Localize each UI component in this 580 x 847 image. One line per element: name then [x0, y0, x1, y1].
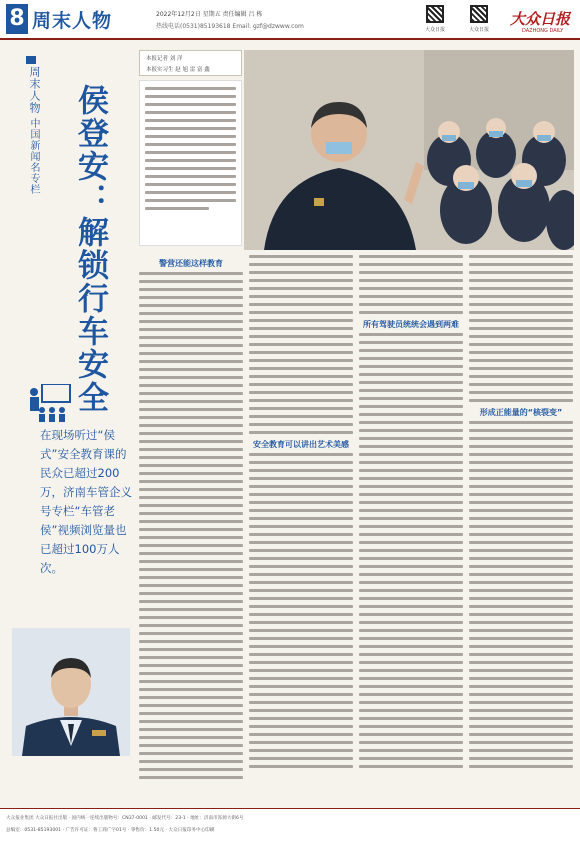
qr-label: 大众日报 — [424, 27, 445, 33]
subhead: 安全教育可以讲出艺术美感 — [253, 440, 349, 449]
subhead: 所有驾驶员统统会遇到两难 — [363, 320, 459, 329]
column-name: 周末人物 — [28, 66, 41, 114]
subhead: 形成正能量的“核裂变” — [479, 408, 563, 417]
byline-intern: 本报实习生 赵 旭 雷 富 鑫 — [146, 67, 210, 73]
page-footer — [0, 808, 580, 847]
contact-line: 热线电话(0531)85193618 Email: gzf@dzwww.com — [156, 23, 304, 30]
article-column — [249, 255, 353, 795]
hou-dengan-portrait — [12, 628, 130, 756]
newspaper-logo: 大众日报 — [510, 10, 571, 28]
qr-label: 大众日报 — [468, 27, 489, 33]
byline-reporter: 本报记者 刘 洋 — [146, 56, 183, 62]
footer-line: 大众报业集团 大众日报社出版 · 国内统一连续出版物号：CN37-0001 · 邮发代号：23-1 · 地址：济南市泺源大街6号 — [6, 816, 244, 821]
article-column — [359, 255, 463, 795]
page-header — [0, 0, 580, 40]
traffic-police-lecture-photo — [244, 50, 574, 250]
section-title: 周末人物 — [32, 10, 113, 32]
article-column — [139, 255, 243, 795]
article-column — [469, 255, 573, 795]
author-intro-box — [139, 50, 242, 246]
audience-lecture-icon — [28, 384, 72, 424]
column-marker — [26, 56, 36, 64]
qr-code-icon[interactable] — [426, 5, 444, 23]
article-body — [139, 255, 575, 795]
qr-code-icon[interactable] — [470, 5, 488, 23]
column-subtitle: 中国新闻名专栏 — [28, 118, 39, 195]
page-number: 8 — [6, 4, 28, 34]
footer-line: 总编室：0531-85193001 · 广告许可证：鲁工商广字01号 · 零售价：1.50元 · 大众日报印务中心印刷 — [6, 828, 215, 833]
newspaper-logo-en: DAZHONG DAILY — [522, 28, 564, 34]
date-line: 2022年12月2日 星期五 责任编辑 吕 栋 — [156, 11, 263, 18]
headline: 侯登安：解锁行车安全 — [72, 84, 108, 414]
subhead: 警营还能这样教育 — [159, 259, 223, 268]
pull-quote: 在现场听过“侯式”安全教育课的民众已超过200万，济南车管企义号专栏“车管老侯”视频浏览量也已超过100万人次。 — [40, 428, 132, 575]
